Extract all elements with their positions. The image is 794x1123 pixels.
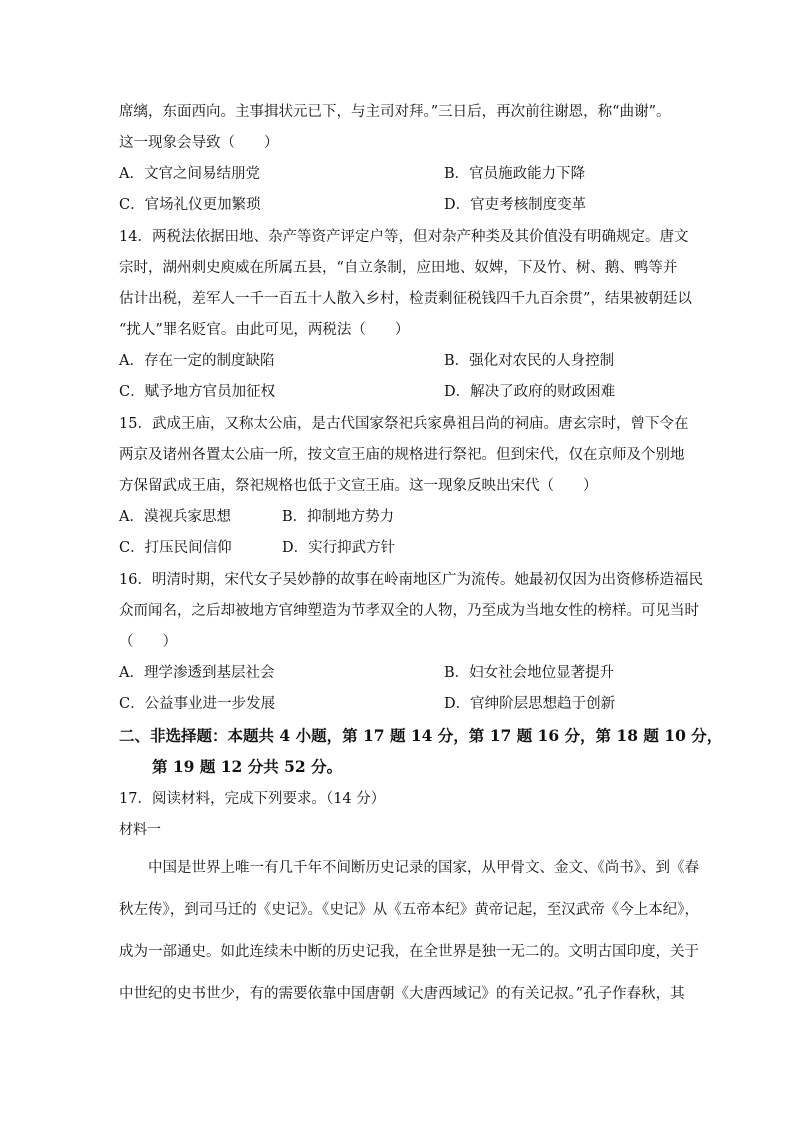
q14-stem-line4: “扰人”罪名贬官。由此可见，两税法（ ）: [119, 322, 410, 338]
q15-stem-line1: 15．武成王庙，又称太公庙，是古代国家祭祀兵家鼻祖吕尚的祠庙。唐玄宗时，曾下令在: [119, 416, 689, 432]
q13-stem-line1: 席缡，东面西向。主事揖状元已下，与主司对拜。”三日后，再次前往谢恩，称“曲谢”。: [119, 104, 671, 120]
q14-stem-line2: 宗时，湖州刺史庾威在所属五县，“自立条制，应田地、奴婢，下及竹、树、鹅、鸭等并: [119, 260, 678, 276]
q13-option-c: C．官场礼仪更加繁琐: [119, 197, 261, 213]
q13-option-b: B．官员施政能力下降: [444, 166, 586, 182]
q14-stem-line1: 14．两税法依据田地、杂产等资产评定户等，但对杂产种类及其价值没有明确规定。唐文: [119, 229, 689, 245]
q14-option-a: A．存在一定的制度缺陷: [119, 353, 275, 369]
q17-material-line2: 秋左传》，到司马迁的《史记》。《史记》从《五帝本纪》黄帝记起，至汉武帝《今上本纪》，: [119, 902, 699, 918]
q15-stem-line2: 两京及诸州各置太公庙一所，按文宣王庙的规格进行祭祀。但到宋代，仅在京师及个别地: [119, 447, 685, 463]
q14-option-d: D．解决了政府的财政困难: [444, 384, 616, 400]
q17-material-line4: 中世纪的史书世少，有的需要依靠中国唐朝《大唐西域记》的有关记叔。”孔子作春秋，其: [119, 986, 685, 1002]
q16-option-b: B．妇女社会地位显著提升: [444, 665, 615, 681]
q16-option-d: D．官绅阶层思想趋于创新: [444, 696, 616, 712]
section2-heading-line2: 第 19 题 12 分共 52 分。: [152, 757, 343, 776]
q15-option-b: B．抑制地方势力: [282, 509, 395, 525]
q16-stem-line1: 16．明清时期，宋代女子吴妙静的故事在岭南地区广为流传。她最初仅因为出资修桥造福民: [119, 572, 703, 588]
q17-material-label: 材料一: [119, 822, 161, 838]
q14-stem-line3: 估计出税，差军人一千一百五十人散入乡村，检责剩征税钱四千九百余贯”，结果被朝廷以: [119, 291, 692, 307]
q16-stem-line3: （ ）: [119, 634, 177, 650]
q13-option-d: D．官吏考核制度变革: [444, 197, 587, 213]
q14-option-b: B．强化对农民的人身控制: [444, 353, 615, 369]
q17-title: 17．阅读材料，完成下列要求。（14 分）: [119, 791, 386, 807]
q15-option-d: D．实行抑武方针: [282, 540, 396, 556]
q16-option-a: A．理学渗透到基层社会: [119, 665, 275, 681]
q15-option-a: A．漠视兵家思想: [119, 509, 231, 525]
q17-material-line3: 成为一部通史。如此连续未中断的历史记我，在全世界是独一无二的。文明古国印度，关于: [119, 944, 699, 960]
q13-option-a: A．文官之间易结朋党: [119, 166, 260, 182]
q17-material-line1: 中国是世界上唯一有几千年不间断历史记录的国家，从甲骨文、金文、《尚书》、到《春: [119, 860, 699, 876]
q15-option-c: C．打压民间信仰: [119, 540, 232, 556]
q14-option-c: C．赋予地方官员加征权: [119, 384, 276, 400]
q15-stem-line3: 方保留武成王庙，祭祀规格也低于文宣王庙。这一现象反映出宋代（ ）: [119, 478, 598, 494]
section2-heading-line1: 二、非选择题：本题共 4 小题，第 17 题 14 分，第 17 题 16 分，第 18 题 10 分，: [119, 726, 723, 745]
q13-stem-line2: 这一现象会导致（ ）: [119, 135, 279, 151]
q16-stem-line2: 众而闻名，之后却被地方官绅塑造为节孝双全的人物，乃至成为当地女性的榜样。可见当时: [119, 603, 699, 619]
q16-option-c: C．公益事业进一步发展: [119, 696, 276, 712]
